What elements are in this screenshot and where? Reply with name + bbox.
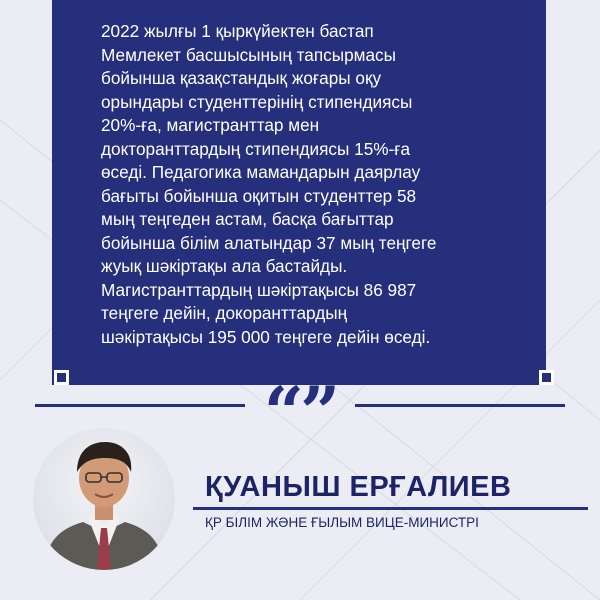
quote-line: бағыты бойынша оқитын студенттер 58 xyxy=(101,185,417,206)
quote-line: Мемлекет басшысының тапсырмасы xyxy=(101,44,396,65)
quote-line: Магистранттардың шәкіртақысы 86 987 xyxy=(101,279,417,300)
position-divider xyxy=(193,507,588,510)
quote-line: мың теңгеден астам, басқа бағыттар xyxy=(101,209,394,229)
quote-text xyxy=(101,20,521,349)
quote-line: 2022 жылғы 1 қыркүйектен бастап xyxy=(101,21,374,41)
quote-line: өседі. Педагогика мамандарын даярлау xyxy=(101,162,421,182)
divider-left xyxy=(35,404,245,407)
quote-line: докторанттардың стипендиясы 15%-ға xyxy=(101,138,411,159)
corner-square-right xyxy=(539,370,554,385)
quote-line: бойынша қазақстандық жоғары оқу xyxy=(101,68,382,88)
quote-panel xyxy=(52,0,546,385)
quote-line: шәкіртақысы 195 000 теңгеге дейін өседі. xyxy=(101,326,431,347)
person-portrait-icon xyxy=(33,428,175,570)
quote-line: 20%-ға, магистранттар мен xyxy=(101,115,320,135)
quote-line: бойынша білім алатындар 37 мың теңгеге xyxy=(101,232,437,253)
divider-right xyxy=(355,404,565,407)
quote-line: теңгеге дейін, докоранттардың xyxy=(101,303,348,323)
quote-line: орындары студенттерінің стипендиясы xyxy=(101,91,413,112)
quote-marks-icon: “” xyxy=(263,371,337,454)
corner-square-left xyxy=(54,370,69,385)
quote-line: жуық шәкіртақы ала бастайды. xyxy=(101,256,348,276)
avatar xyxy=(33,428,175,570)
person-position: ҚР БІЛІМ ЖӘНЕ ҒЫЛЫМ ВИЦЕ-МИНИСТРІ xyxy=(205,515,479,530)
person-name: ҚУАНЫШ ЕРҒАЛИЕВ xyxy=(205,471,512,503)
